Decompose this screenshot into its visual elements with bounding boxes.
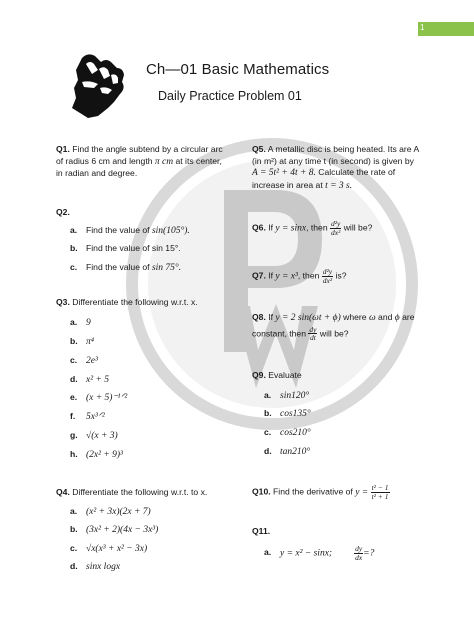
q5-math-4: t = 3 s.	[325, 181, 353, 191]
q2-item-c	[70, 262, 181, 275]
q1-line-1	[56, 144, 228, 156]
q4-item-b	[70, 524, 158, 537]
q9-math-a: sin120°	[280, 391, 310, 401]
q7-pre: If	[268, 270, 276, 281]
q4-math-b: (3x² + 2)(4x − 3x³)	[86, 525, 159, 535]
q6-frac-den: dx²	[331, 227, 341, 237]
q9-prompt: Evaluate	[268, 370, 302, 380]
q3-label-f: f.	[70, 411, 76, 421]
q4-item-a	[70, 506, 151, 519]
q5-line-1	[252, 144, 420, 156]
q6-mid: , then	[306, 222, 330, 233]
q4-label-a: a.	[70, 506, 78, 516]
q4-prompt: Differentiate the following w.r.t. to x.	[72, 487, 208, 497]
q5-line-3	[252, 167, 420, 180]
q4-label-b: b.	[70, 524, 78, 534]
q5-math-3: A = 5t² + 4t + 8.	[252, 168, 316, 179]
q11-item-a	[264, 545, 374, 561]
q5-text-3: Calculate the rate of	[315, 167, 396, 178]
q5-line-2: (in m²) at any time t (in second) is given by	[252, 155, 414, 166]
q7-frac-num: d²y	[322, 267, 333, 276]
q10-frac-num: t² − 1	[371, 483, 389, 492]
q5-text-4: increase in area at	[252, 180, 326, 190]
q3-math-d: x² + 5	[86, 375, 109, 385]
q3-label-d: d.	[70, 374, 78, 384]
q3-item-h	[70, 449, 123, 462]
q9-label-c: c.	[264, 427, 272, 437]
q3-label-c: c.	[70, 355, 78, 365]
q3-item-c	[70, 355, 98, 368]
q5-text-1: A metallic disc is being heated. Its are A	[267, 144, 420, 154]
page-subtitle: Daily Practice Problem 01	[158, 89, 302, 103]
q2-label-a: a.	[70, 225, 78, 235]
q9-number: Q9.	[252, 370, 266, 380]
q3-math-b: π⁴	[86, 337, 95, 347]
question-8	[252, 312, 424, 342]
q9-item-d	[264, 446, 310, 459]
q11-label-a: a.	[264, 547, 272, 558]
q1-line-3: in radian and degree.	[56, 168, 138, 179]
q3-prompt: Differentiate the following w.r.t. x.	[72, 297, 198, 307]
q3-label-h: h.	[70, 449, 78, 459]
q2-label-b: b.	[70, 243, 78, 253]
q8-line2-post: will be?	[317, 328, 349, 339]
q9-math-c: cos210°	[280, 428, 311, 438]
q6-math: y = sinx	[275, 223, 307, 234]
q9-math-d: tan210°	[280, 447, 311, 457]
question-6	[252, 220, 372, 236]
q3-math-c: 2e³	[86, 356, 98, 366]
q9-math-b: cos135°	[280, 409, 311, 419]
q11-post: =?	[363, 548, 375, 559]
q6-fraction	[330, 220, 341, 236]
question-7	[252, 268, 346, 284]
q3-math-e: (x + 5)⁻¹ᐟ²	[86, 393, 128, 403]
q9-item-a	[264, 390, 309, 403]
q2-number: Q2.	[56, 207, 70, 217]
q2-math-a: sin(105°).	[151, 226, 190, 236]
q4-item-d	[70, 561, 120, 574]
q8-frac-num: dy	[309, 324, 317, 334]
q6-frac-num: d²y	[331, 219, 341, 228]
q10-number: Q10.	[252, 486, 271, 497]
q8-math: y = 2 sin(ωt + ϕ)	[275, 313, 341, 323]
q7-math: y = x³	[275, 271, 298, 282]
q11-frac-den: dx	[355, 552, 363, 562]
q8-frac-den: dt	[310, 333, 316, 343]
q8-mid: where	[340, 312, 369, 322]
q6-number: Q6.	[252, 222, 266, 233]
q10-text: Find the derivative of	[273, 486, 356, 497]
question-9	[252, 370, 302, 382]
q3-label-b: b.	[70, 336, 78, 346]
q3-math-a: 9	[86, 318, 91, 328]
q3-item-g	[70, 430, 118, 443]
q1-text-2b: at its center,	[173, 155, 222, 166]
q8-line-2	[252, 326, 424, 342]
q7-number: Q7.	[252, 270, 266, 281]
q3-label-g: g.	[70, 430, 78, 440]
q6-pre: If	[268, 222, 276, 233]
q11-frac-num: dy	[355, 544, 363, 553]
q3-item-e	[70, 392, 127, 405]
q1-text-1: Find the angle subtend by a circular arc	[72, 144, 223, 154]
q5-number: Q5.	[252, 144, 266, 154]
q4-label-d: d.	[70, 561, 78, 571]
q9-label-b: b.	[264, 408, 272, 418]
q3-item-a	[70, 317, 91, 330]
q2-item-b	[70, 243, 181, 255]
q4-number: Q4.	[56, 487, 70, 497]
q10-math: y =	[355, 487, 371, 498]
q3-math-h: (2x² + 9)³	[86, 450, 123, 460]
q8-phi: ϕ	[394, 313, 400, 323]
q4-math-d: sinx logx	[86, 562, 121, 572]
question-1	[56, 144, 228, 180]
q2-label-c: c.	[70, 262, 78, 272]
q9-label-a: a.	[264, 390, 272, 400]
q4-math-a: (x² + 3x)(2x + 7)	[86, 507, 151, 517]
q7-mid: , then	[297, 270, 322, 281]
q4-math-c: √x(x³ + x² − 3x)	[86, 544, 148, 554]
q1-text-2a: of radius 6 cm and length	[56, 155, 155, 166]
q3-item-d	[70, 374, 109, 387]
q8-line2-pre: constant, then	[252, 328, 309, 339]
q2-math-c: sin 75°.	[151, 263, 182, 273]
q11-number: Q11.	[252, 526, 271, 536]
q7-post: is?	[333, 270, 347, 281]
q2-text-b: Find the value of sin 15°.	[86, 243, 181, 253]
q8-line-1	[252, 312, 424, 325]
q2-text-a: Find the value of	[86, 225, 152, 235]
q3-number: Q3.	[56, 297, 70, 307]
q1-math-2: π cm	[154, 156, 174, 167]
page-title: Ch—01 Basic Mathematics	[146, 61, 330, 78]
q8-number: Q8.	[252, 312, 266, 322]
q10-fraction	[371, 484, 390, 500]
q3-label-e: e.	[70, 392, 78, 402]
q3-item-f	[70, 411, 105, 424]
q4-item-c	[70, 543, 147, 556]
q3-math-f: 5x³ᐟ²	[86, 412, 105, 422]
q9-item-c	[264, 427, 311, 440]
question-10	[252, 484, 390, 500]
q8-pre: If	[268, 312, 276, 322]
q11-math-a: y = x² − sinx;	[280, 548, 333, 559]
q1-number: Q1.	[56, 144, 70, 154]
q2-text-c: Find the value of	[86, 262, 152, 272]
q3-label-a: a.	[70, 317, 78, 327]
q4-label-c: c.	[70, 543, 78, 553]
q10-frac-den: t² + 1	[371, 491, 389, 501]
q5-line-4	[252, 180, 420, 193]
q11-fraction	[354, 545, 363, 561]
q2-item-a	[70, 225, 190, 238]
q7-frac-den: dx²	[322, 275, 333, 285]
q3-item-b	[70, 336, 94, 349]
q7-fraction	[322, 268, 333, 284]
q8-and: and	[375, 312, 395, 322]
q9-label-d: d.	[264, 446, 272, 456]
q8-omega: ω	[368, 313, 376, 323]
question-3	[56, 297, 198, 309]
question-5	[252, 144, 420, 193]
q3-math-g: √(x + 3)	[86, 431, 118, 441]
fist-logo-icon	[68, 52, 128, 118]
question-4	[56, 487, 207, 499]
page-number: 1	[420, 23, 425, 32]
q8-post: are	[399, 312, 415, 322]
q6-post: will be?	[341, 222, 373, 233]
q1-line-2	[56, 156, 228, 169]
q9-item-b	[264, 408, 311, 421]
page-number-tag	[418, 22, 474, 36]
